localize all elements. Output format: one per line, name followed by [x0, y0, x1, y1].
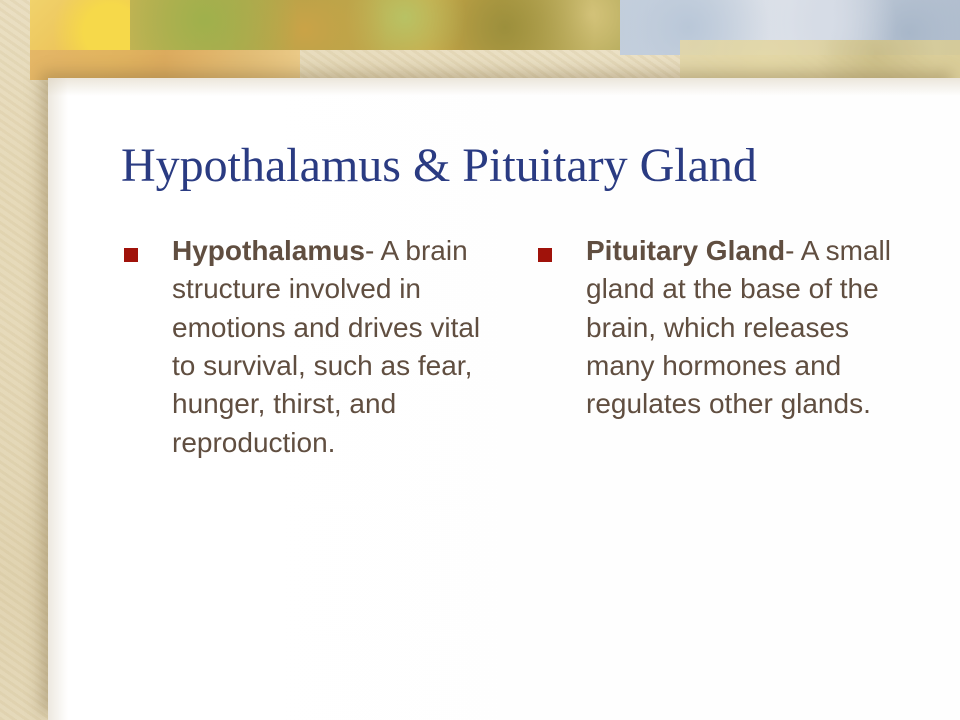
bullet-item-pituitary — [538, 232, 918, 424]
term-pituitary-gland: Pituitary Gland — [586, 235, 786, 266]
banner-leaf-orange — [30, 50, 300, 80]
definition-pituitary-gland: - A small gland at the base of the brain, which releases many hormones and regulates other glands. — [586, 235, 891, 420]
square-bullet-icon — [124, 248, 138, 262]
term-hypothalamus: Hypothalamus — [172, 235, 365, 266]
leaf-banner-image — [30, 0, 960, 80]
slide-title: Hypothalamus & Pituitary Gland — [121, 139, 757, 192]
banner-leaf-green — [130, 0, 630, 50]
definition-hypothalamus: - A brain structure involved in emotions and drives vital to survival, such as fear, hunger, thirst, and reproduction. — [172, 235, 481, 458]
square-bullet-icon — [538, 248, 552, 262]
left-column — [124, 232, 504, 462]
right-column — [538, 232, 918, 424]
bullet-item-hypothalamus — [124, 232, 504, 462]
banner-leaf-cream — [680, 40, 960, 80]
